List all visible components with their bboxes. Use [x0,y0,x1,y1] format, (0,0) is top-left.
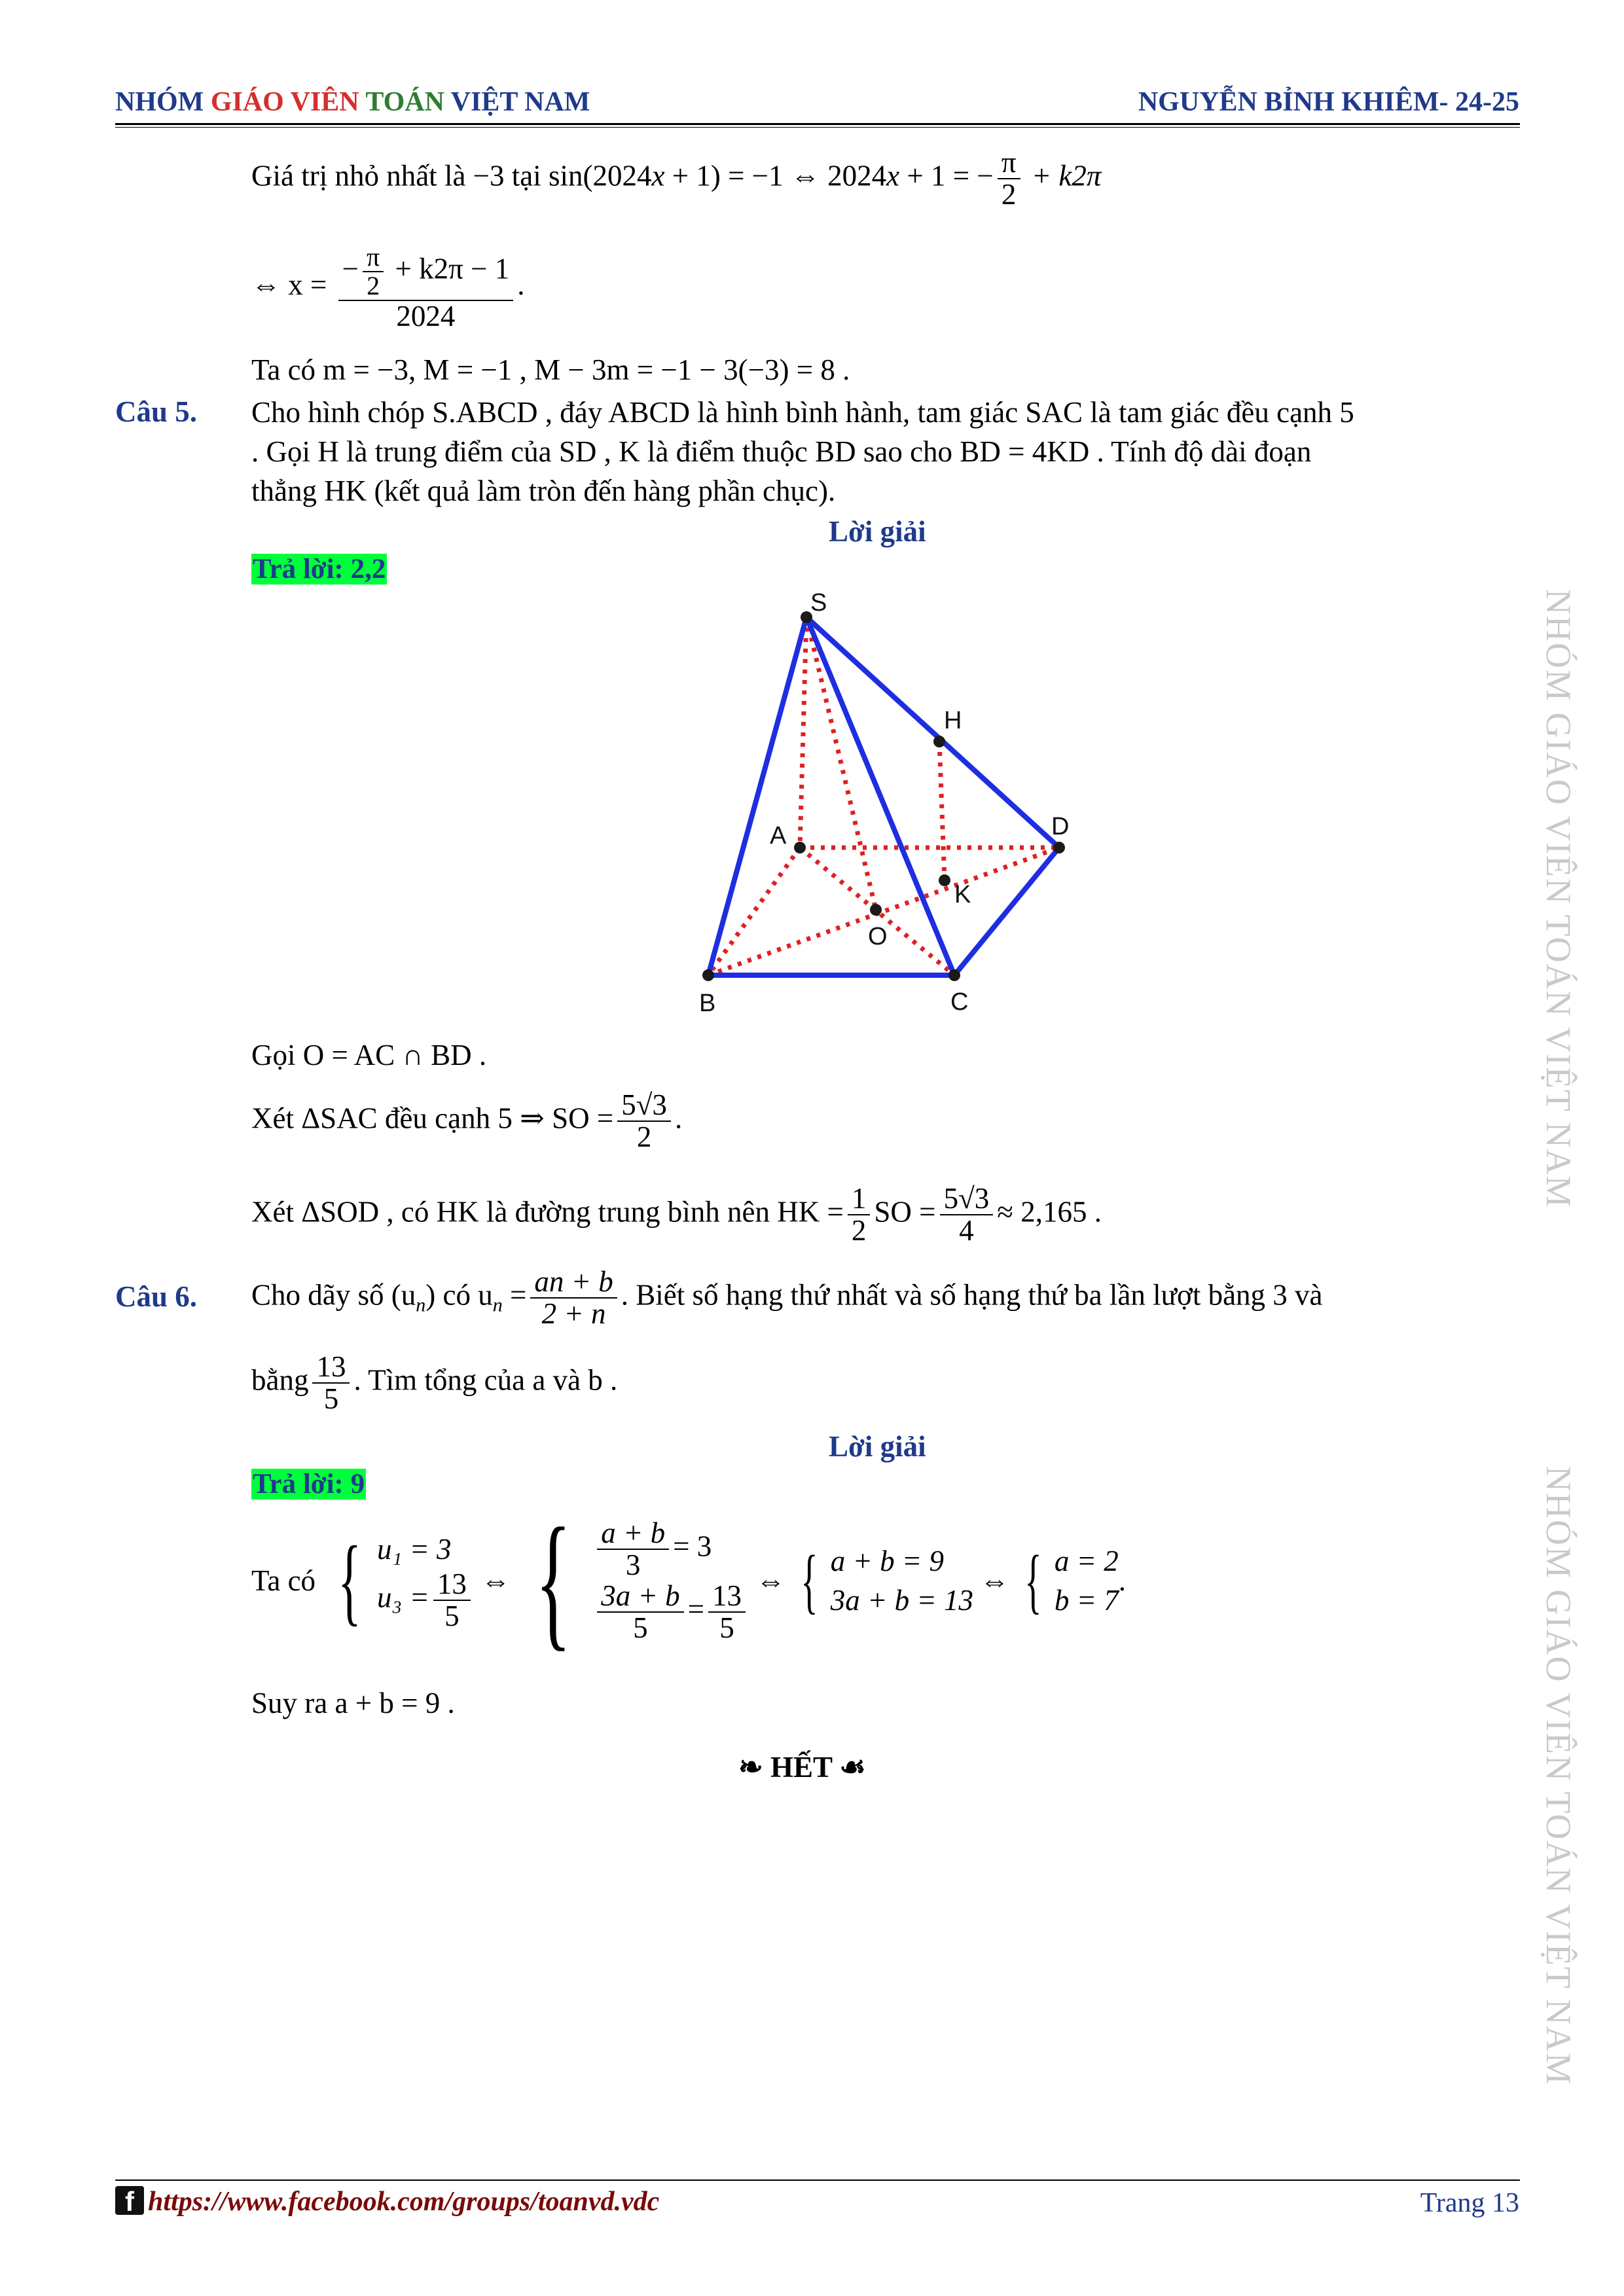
header-left [115,86,590,118]
question-5-text-2: . Gọi H là trung điểm của SD , K là điểm thuộc BD sao cho BD = 4KD . Tính độ dài đoạn [251,435,1312,468]
label-c: C [950,988,969,1016]
end-mark: ❧ HẾT ☙ [738,1751,866,1784]
label-s: S [810,589,827,617]
question-5-label: Câu 5. [115,395,198,428]
header-text-2: GIÁO VIÊN [210,87,366,117]
watermark-2: NHÓM GIÁO VIÊN TOÁN VIỆT NAM [1539,1466,1578,2086]
label-b: B [699,990,716,1017]
q6-system: Ta có { u₁ = 3 u₃ = $\frac{13}{5}$ ⇔ { $\frac{a + b}{3}$ = 3 $\frac{3a + b}{5}$ = $\frac{13}{5}$ ⇔ { a + b = 9 3a + b = 13 ⇔ { a = 2 b = 7 . [251,1497,1126,1664]
fraction: $\frac{\pi}{2}$ [998,147,1020,211]
label-a: A [770,822,787,850]
pyramid-figure [681,586,1074,1044]
header-rule [115,123,1520,125]
label-d: D [1051,813,1070,840]
question-6-label: Câu 6. [115,1280,198,1313]
q5-solution-2: Xét ΔSAC đều cạnh 5 ⇒ SO = $\frac{5√3}{2}$ . [251,1088,683,1154]
label-o: O [868,923,888,950]
page-number: Trang 13 [1420,2188,1519,2218]
answer-box-6: Trả lời: 9 [253,1469,365,1499]
answer-box: Trả lời: 2,2 [253,554,386,584]
top-line-3: Ta có m = −3, M = −1 , M − 3m = −1 − 3(−3) = 8 . [251,353,850,386]
header-text-1: NHÓM [115,87,211,117]
question-5-text-3: thẳng HK (kết quả làm tròn đến hàng phần chục). [251,475,836,507]
top-line-2: ⇔ x = − $\frac{\pi}{2}$ + k2π − 1 2024 . [251,242,525,332]
question-5-text-1: Cho hình chóp S.ABCD , đáy ABCD là hình bình hành, tam giác SAC là tam giác đều cạnh 5 [251,396,1354,429]
header-rule-thin [115,127,1520,128]
question-6-text-2: bằng $\frac{13}{5}$ . Tìm tổng của a và b . [251,1350,618,1416]
header-right: NGUYỄN BỈNH KHIÊM- 24-25 [1138,87,1519,117]
watermark-1: NHÓM GIÁO VIÊN TOÁN VIỆT NAM [1539,589,1578,1209]
top-line-1: Giá trị nhỏ nhất là −3 tại sin(2024x + 1) = −1 ⇔ 2024x + 1 = − $\frac{\pi}{2}$ + k2π [251,146,1102,211]
header-text-3: TOÁN [365,87,451,117]
q5-solution-1: Gọi O = AC ∩ BD . [251,1039,487,1071]
label-h: H [944,707,962,734]
facebook-icon: f [115,2186,144,2215]
footer-rule [115,2179,1520,2181]
facebook-group-link[interactable]: https://www.facebook.com/groups/toanvd.vdc [148,2187,660,2217]
fraction: − $\frac{\pi}{2}$ + k2π − 1 2024 [338,243,514,332]
label-k: K [954,881,971,908]
solution-title: Lời giải [829,515,926,548]
solution-title-6: Lời giải [829,1430,926,1463]
header-text-4: VIỆT NAM [450,87,590,117]
q6-conclusion: Suy ra a + b = 9 . [251,1687,455,1719]
question-6-text-1: Cho dãy số $(u_n)$ có $u_n$ = $\frac{an + b}{2 + n}$ . Biết số hạng thứ nhất và số hạng thứ ba lần lượt bằng 3 và [251,1265,1323,1331]
q5-solution-3: Xét ΔSOD , có HK là đường trung bình nên HK = $\frac{1}{2}$ SO = $\frac{5√3}{4}$ ≈ 2,165 . [251,1182,1102,1247]
